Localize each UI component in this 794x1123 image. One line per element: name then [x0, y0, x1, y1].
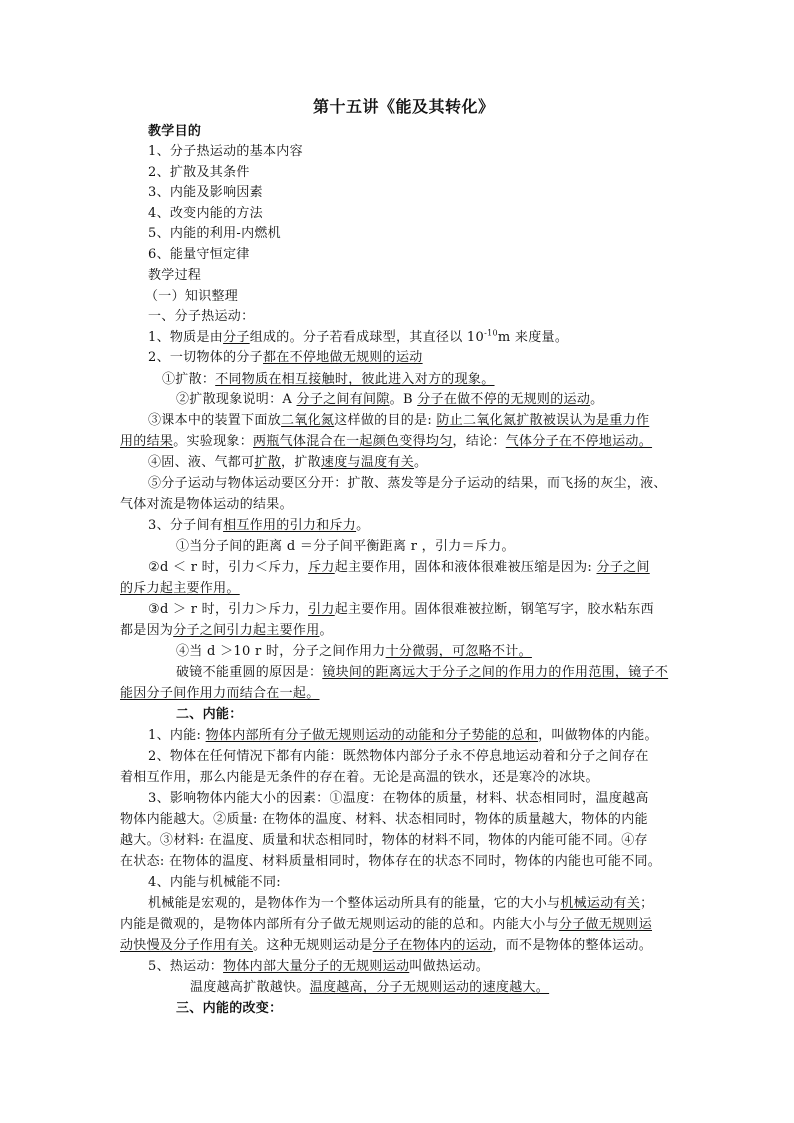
text-line: 4、内能与机械能不同:: [148, 875, 281, 890]
text-line: 气体对流是物体运动的结果。: [120, 497, 293, 512]
text-line: 动快慢及分子作用有关。这种无规则运动是分子在物体内的运动，而不是物体的整体运动。: [120, 938, 653, 953]
goals-heading: 教学目的: [148, 124, 202, 139]
text-line: ②d ＜ r 时，引力＜斥力，斥力起主要作用，固体和液体很难被压缩是因为: 分子之间: [148, 560, 650, 575]
subheading: （一）知识整理: [145, 289, 239, 304]
text-line: ④当 d ＞10 r 时，分子之间作用力十分微弱，可忽略不计。: [176, 644, 532, 659]
text-line: ④固、液、气都可扩散，扩散速度与温度有关。: [148, 455, 428, 470]
section-heading: 二、内能：: [176, 707, 243, 722]
text-line: 破镜不能重圆的原因是：镜块间的距离远大于分子之间的作用力的作用范围，镜子不: [176, 665, 669, 680]
goal-item: 2、扩散及其条件: [148, 165, 250, 180]
goal-item: 1、分子热运动的基本内容: [148, 144, 303, 159]
text-line: 温度越高扩散越快。温度越高，分子无规则运动的速度越大。: [190, 980, 550, 995]
text-line: ③d ＞ r 时，引力＞斥力，引力起主要作用。固体很难被拉断，钢笔写字，胶水粘东西: [148, 602, 654, 617]
text-line: 的斥力起主要作用。: [120, 581, 240, 596]
text-line: 能因分子间作用力而结合在一起。: [120, 686, 320, 701]
text-line: 3、分子间有相互作用的引力和斥力。: [148, 518, 370, 533]
text-line: 都是因为分子之间引力起主要作用。: [120, 623, 333, 638]
text-line: 2、一切物体的分子都在不停地做无规则的运动: [148, 350, 423, 365]
text-line: 内能是微观的，是物体内部所有分子做无规则运动的能的总和。内能大小与分子做无规则运: [120, 917, 653, 932]
page-title: 第十五讲《能及其转化》: [313, 97, 495, 116]
text-line: 着相互作用，那么内能是无条件的存在着。无论是高温的铁水，还是寒冷的冰块。: [120, 770, 599, 785]
text-line: ①扩散：不同物质在相互接触时，彼此进入对方的现象。: [162, 372, 495, 387]
text-line: 越大。③材料: 在温度、质量和状态相同时，物体的材料不同，物体的内能可能不同。④存: [120, 833, 648, 848]
text-line: ⑤分子运动与物体运动要区分开：扩散、蒸发等是分子运动的结果，而飞扬的灰尘，液、: [148, 476, 667, 491]
goal-item: 3、内能及影响因素: [148, 185, 263, 200]
text-line: 1、物质是由分子组成的。分子若看成球型，其直径以 $10^{-10}m$ 来度量。: [148, 328, 569, 345]
goal-item: 6、能量守恒定律: [148, 247, 250, 262]
text-line: 用的结果。实验现象：两瓶气体混合在一起颜色变得均匀，结论：气体分子在不停地运动。: [120, 434, 653, 449]
text-line: 机械能是宏观的，是物体作为一个整体运动所具有的能量，它的大小与机械运动有关；: [148, 896, 654, 911]
text-line: ②扩散现象说明：A 分子之间有间隙。B 分子在做不停的无规则的运动。: [176, 392, 604, 407]
text-line: ③课本中的装置下面放二氧化氮这样做的目的是: 防止二氧化氮扩散被误认为是重力作: [148, 413, 650, 428]
goal-item: 4、改变内能的方法: [148, 206, 263, 221]
goal-item: 5、内能的利用-内燃机: [148, 226, 281, 241]
text-line: 在状态: 在物体的温度、材料质量相同时，物体存在的状态不同时，物体的内能也可能不同。: [120, 854, 662, 869]
text-line: ①当分子间的距离 d ＝分子间平衡距离 r ，引力＝斥力。: [176, 539, 515, 554]
text-line: 1、内能: 物体内部所有分子做无规则运动的动能和分子势能的总和，叫做物体的内能。: [148, 728, 658, 743]
text-line: 2、物体在任何情况下都有内能：既然物体内部分子永不停息地运动着和分子之间存在: [148, 749, 649, 764]
section-heading: 三、内能的改变：: [176, 1001, 283, 1016]
text-line: 物体内能越大。②质量: 在物体的温度、材料、状态相同时，物体的质量越大，物体的内能: [120, 812, 648, 827]
text-line: 3、影响物体内能大小的因素：①温度：在物体的质量，材料、状态相同时，温度越高: [148, 791, 649, 806]
process-heading: 教学过程: [148, 268, 202, 283]
section-heading: 一、分子热运动：: [148, 309, 255, 324]
text-line: 5、热运动：物体内部大量分子的无规则运动叫做热运动。: [148, 959, 490, 974]
